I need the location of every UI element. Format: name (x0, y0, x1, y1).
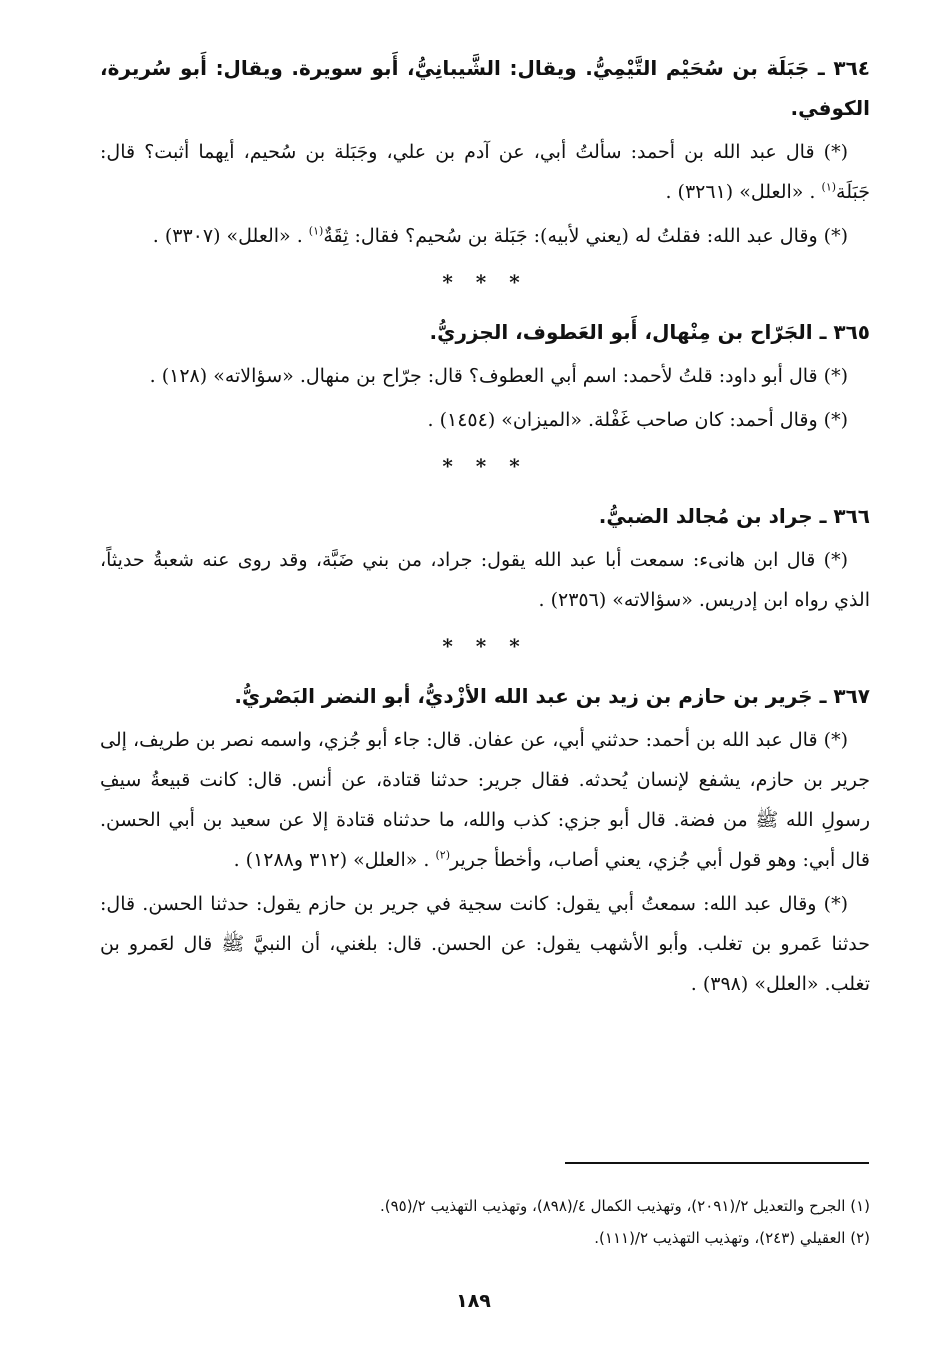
page-number: ١٨٩ (456, 1290, 491, 1312)
entry-364 (100, 48, 870, 256)
entry-367 (100, 676, 870, 1004)
page-body (100, 48, 870, 1004)
entry-heading: ٣٦٥ ـ الجَرّاح بن مِنْهال، أَبو العَطوف، الجزريُّ. (429, 320, 870, 344)
entry-366 (100, 496, 870, 620)
entry-365 (100, 312, 870, 440)
section-separator: * * * (442, 634, 528, 658)
footnote-1: (١) الجرح والتعديل ٢/(٢٠٩١)، وتهذيب الكمال ٤/(٨٩٨)، وتهذيب التهذيب ٢/(٩٥). (379, 1197, 870, 1215)
entry-paragraph: (*) وقال عبد الله: فقلتُ له (يعني لأبيه): جَبَلة بن سُحيم؟ فقال: ثِقَةٌ$^{(١)}$ . «العلل» (٣٣٠٧) . (152, 224, 848, 247)
entry-paragraph: (*) قال ابن هانىء: سمعت أبا عبد الله يقول: جراد، من بني ضَبَّة، وقد روى عنه شعبةُ حديثاً، الذي رواه ابن إدريس. «سؤالاته» (٢٣٥٦) . (100, 549, 870, 611)
entry-heading: ٣٦٤ ـ جَبَلَة بن سُحَيْم التَّيْمِيُّ. ويقال: الشَّيبانِيُّ، أَبو سويرة. ويقال: أَبو سُريرة، الكوفي. (100, 56, 870, 120)
footnotes (100, 1190, 870, 1254)
entry-paragraph: (*) وقال أحمد: كان صاحب غَفْلة. «الميزان» (١٤٥٤) . (427, 409, 848, 431)
section-separator: * * * (442, 270, 528, 294)
entry-paragraph: (*) قال عبد الله بن أحمد: حدثني أبي، عن عفان. قال: جاء أبو جُزي، واسمه نصر بن طريف، إلى جرير بن حازم، يشفع لإنسان يُحدثه. فقال جرير: حدثنا قتادة، عن أنس. قال: كانت قبيعةُ سيفِ رسولِ الله ﷺ من فضة. قال أبو جزي: كذب والله، ما حدثناه قتادة إلا عن سعيد بن أبي الحسن. قال أبي: وهو قول أبي جُزي، يعني أصاب، وأخطأ جرير$^{(٢)}$ . «العلل» (٣١٢ و١٢٨٨) . (100, 729, 870, 871)
entry-heading: ٣٦٧ ـ جَرير بن حازم بن زيد بن عبد الله الأزْديُّ، أبو النضر البَصْريُّ. (234, 684, 870, 708)
footnote-ref[interactable]: (١) (821, 180, 837, 194)
footnote-divider (565, 1162, 869, 1164)
footnote-ref[interactable]: (١) (308, 224, 324, 238)
section-separator: * * * (442, 454, 528, 478)
entry-paragraph: (*) قال أبو داود: قلتُ لأحمد: اسم أبي العطوف؟ قال: جرّاح بن منهال. «سؤالاته» (١٢٨) . (149, 365, 848, 387)
entry-paragraph: (*) وقال عبد الله: سمعتُ أبي يقول: كانت سجية في جرير بن حازم يقول: حدثنا الحسن. قال: حدثنا عَمرو بن تغلب. وأبو الأشهب يقول: عن الحسن. قال: بلغني، أن النبيَّ ﷺ قال لعَمرو بن تغلب. «العلل» (٣٩٨) . (100, 893, 870, 995)
footnote-2: (٢) العقيلي (٢٤٣)، وتهذيب التهذيب ٢/(١١١). (594, 1229, 870, 1247)
entry-heading: ٣٦٦ ـ جراد بن مُجالد الضبيُّ. (598, 504, 870, 528)
entry-paragraph: (*) قال عبد الله بن أحمد: سألتُ أبي، عن آدم بن علي، وجَبَلة بن سُحيم، أيهما أثبت؟ قال: جَبَلَة$^{(١)}$ . «العلل» (٣٢٦١) . (100, 141, 870, 203)
footnote-ref[interactable]: (٢) (435, 848, 450, 862)
